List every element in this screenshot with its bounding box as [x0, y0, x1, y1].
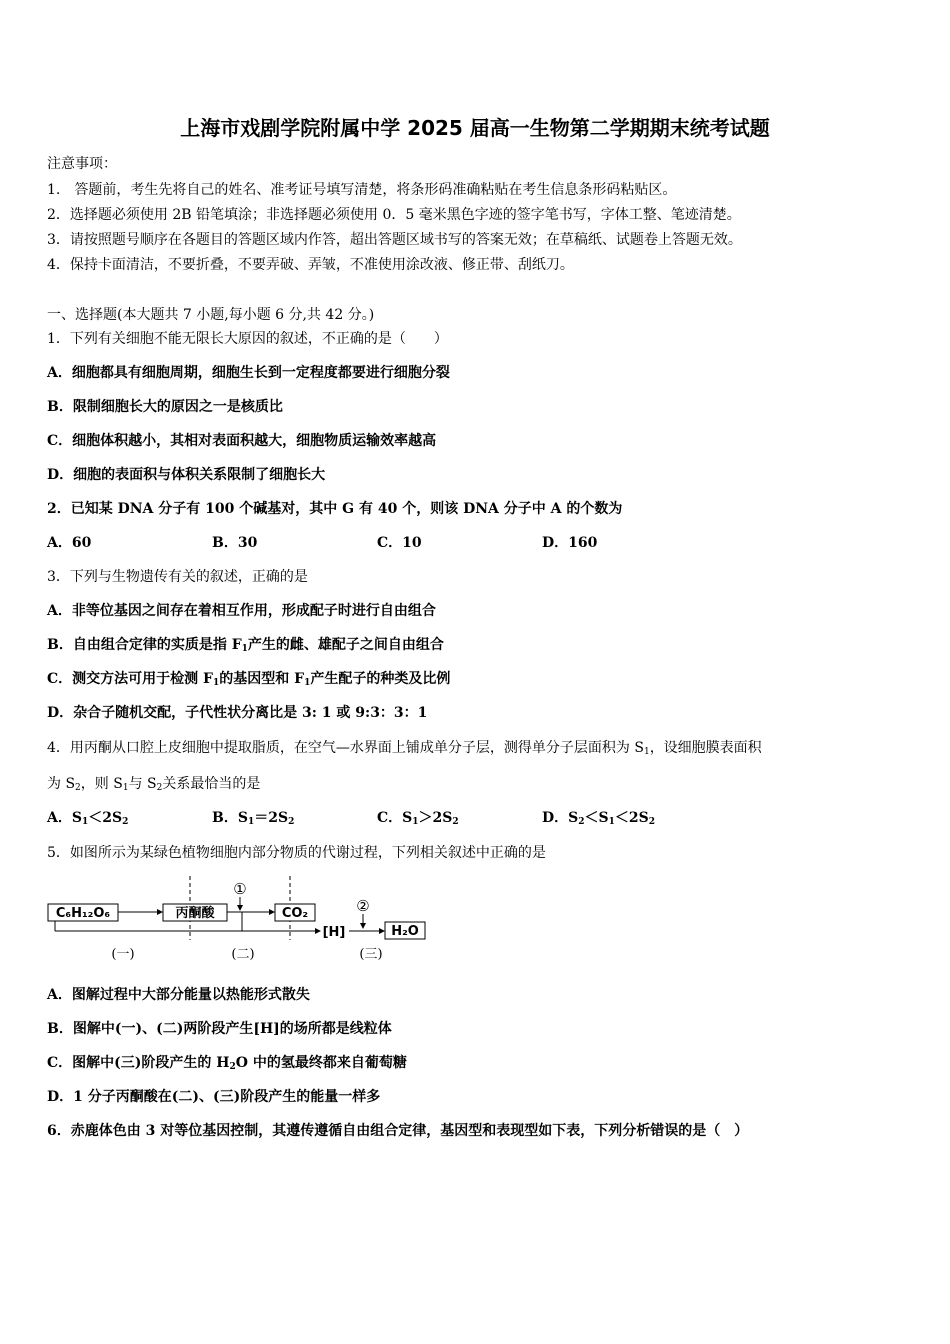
q4-s2-c: 与 S — [128, 776, 157, 792]
marker-1-arrow-head — [237, 905, 243, 911]
metabolism-diagram — [47, 874, 437, 966]
question-4-options — [47, 807, 707, 827]
q4-s1-sub: 1 — [643, 747, 650, 757]
question-1-option-a[interactable]: A．细胞都具有细胞周期，细胞生长到一定程度都要进行细胞分裂 — [47, 365, 450, 381]
question-4-option-d[interactable] — [542, 807, 707, 827]
question-5-option-a[interactable]: A．图解过程中大部分能量以热能形式散失 — [47, 987, 310, 1003]
marker-1: ① — [233, 880, 247, 898]
notice-item-2: 2．选择题必须使用 2B 铅笔填涂；非选择题必须使用 0．5 毫米黑色字迹的签字笔书写，字体工整、笔迹清楚。 — [47, 207, 741, 223]
question-3-stem: 3．下列与生物遗传有关的叙述，正确的是 — [47, 569, 308, 585]
question-5-option-d[interactable]: D．1 分子丙酮酸在(二)、(三)阶段产生的能量一样多 — [47, 1089, 381, 1105]
question-1-option-c[interactable]: C．细胞体积越小，其相对表面积越大，细胞物质运输效率越高 — [47, 433, 437, 449]
q4b-s1: 1 — [247, 817, 255, 827]
q3c-pre: C．测交方法可用于检测 F — [47, 671, 213, 687]
q4-s1-post: ，设细胞膜表面积 — [649, 740, 762, 756]
q4-s1-pre: 4．用丙酮从口腔上皮细胞中提取脂质，在空气—水界面上铺成单分子层，测得单分子层面积为 S — [47, 740, 644, 756]
arrow-3-head — [379, 928, 385, 934]
question-6-stem: 6．赤鹿体色由 3 对等位基因控制，其遵传遵循自由组合定律，基因型和表现型如下表，下列分析错误的是（ ） — [47, 1123, 749, 1139]
water-label: H₂O — [391, 924, 419, 939]
q4c-s1: 1 — [412, 817, 419, 827]
question-3-option-c[interactable] — [47, 668, 450, 688]
pyruvate-label: 丙酮酸 — [175, 906, 215, 921]
question-2-option-d[interactable]: D．160 — [542, 535, 598, 551]
q3c-mid: 的基因型和 F — [219, 671, 305, 687]
question-3-option-a[interactable]: A．非等位基因之间存在着相互作用，形成配子时进行自由组合 — [47, 603, 436, 619]
notice-item-1: 1. 答题前，考生先将自己的姓名、准考证号填写清楚，将条形码准确粘贴在考生信息条形码粘贴区。 — [47, 182, 677, 198]
arrow-1-head — [157, 909, 163, 915]
q4a-mid: ＜2S — [88, 810, 123, 826]
q4c-s2: 2 — [452, 817, 459, 827]
q5c-post: O 中的氢最终都来自葡萄糖 — [235, 1055, 407, 1071]
q4-s2-b: ，则 S — [80, 776, 123, 792]
question-2-option-b[interactable]: B．30 — [212, 535, 258, 551]
stage-2-label: (二) — [231, 947, 255, 962]
q4-s2-sub2: 1 — [122, 783, 129, 793]
q3b-sub: 1 — [241, 644, 248, 654]
q4-s2-d: 关系最恰当的是 — [162, 776, 261, 792]
q4c-pre: C．S — [377, 810, 413, 826]
h-arrow-head — [315, 928, 321, 934]
q4-s2-sub3: 2 — [156, 783, 163, 793]
marker-2: ② — [356, 897, 370, 915]
question-4-option-c[interactable] — [377, 807, 542, 827]
notice-item-3: 3．请按照题号顺序在各题目的答题区域内作答，超出答题区域书写的答案无效；在草稿纸、试题卷上答题无效。 — [47, 232, 742, 248]
q5c-sub: 2 — [229, 1062, 236, 1072]
q4a-pre: A．S — [47, 810, 82, 826]
question-2-stem: 2．已知某 DNA 分子有 100 个碱基对，其中 G 有 40 个，则该 DNA 分子中 A 的个数为 — [47, 501, 623, 517]
q4a-s2: 2 — [122, 817, 129, 827]
q3b-post: 产生的雌、雄配子之间自由组合 — [247, 637, 444, 653]
q4a-s1: 1 — [81, 817, 89, 827]
stage-1-label: (一) — [111, 947, 135, 962]
question-1-option-d[interactable]: D．细胞的表面积与体积关系限制了细胞长大 — [47, 467, 326, 483]
q4b-mid: ＝2S — [254, 810, 289, 826]
question-1-option-b[interactable]: B．限制细胞长大的原因之一是核质比 — [47, 399, 283, 415]
q4-s2-sub1: 2 — [75, 783, 81, 793]
page-title: 上海市戏剧学院附属中学 2025 届高一生物第二学期期末统考试题 — [180, 116, 770, 140]
arrow-2-head — [269, 909, 275, 915]
q5c-pre: C．图解中(三)阶段产生的 H — [47, 1055, 230, 1071]
q3c-sub2: 1 — [304, 678, 311, 688]
question-2-options — [47, 532, 707, 552]
q4d-s1: 2 — [578, 817, 585, 827]
co2-label: CO₂ — [281, 906, 309, 921]
notice-item-4: 4．保持卡面清洁，不要折叠，不要弄破、弄皱，不准使用涂改液、修正带、刮纸刀。 — [47, 257, 574, 273]
question-5-option-c[interactable] — [47, 1052, 407, 1072]
q3c-post: 产生配子的种类及比例 — [310, 671, 451, 687]
section-heading: 一、选择题(本大题共 7 小题,每小题 6 分,共 42 分。) — [47, 307, 375, 323]
q4b-s2: 2 — [288, 817, 295, 827]
q4-s2-a: 为 S — [47, 776, 76, 792]
notice-heading: 注意事项： — [47, 156, 117, 172]
q4b-pre: B．S — [212, 810, 248, 826]
glucose-label: C₆H₁₂O₆ — [55, 906, 111, 921]
q3c-sub1: 1 — [212, 678, 220, 688]
question-2-option-c[interactable]: C．10 — [377, 535, 422, 551]
q4d-mid2: ＜2S — [614, 810, 649, 826]
question-3-option-b[interactable] — [47, 634, 444, 654]
question-4-stem-line1 — [47, 737, 762, 757]
question-5-stem: 5．如图所示为某绿色植物细胞内部分物质的代谢过程，下列相关叙述中正确的是 — [47, 845, 546, 861]
question-4-option-a[interactable] — [47, 807, 212, 827]
q4d-mid: ＜S — [584, 810, 609, 826]
question-1-stem: 1．下列有关细胞不能无限长大原因的叙述，不正确的是（ ） — [47, 331, 448, 347]
h-label: [H] — [322, 925, 346, 940]
question-4-stem-line2 — [47, 773, 260, 793]
q4d-s2: 1 — [608, 817, 615, 827]
question-5-option-b[interactable]: B．图解中(一)、(二)两阶段产生[H]的场所都是线粒体 — [47, 1021, 392, 1037]
question-4-option-b[interactable] — [212, 807, 377, 827]
question-2-option-a[interactable]: A．60 — [47, 535, 92, 551]
q4d-s3: 2 — [648, 817, 656, 827]
stage-3-label: (三) — [359, 947, 383, 962]
question-3-option-d[interactable]: D．杂合子随机交配，子代性状分离比是 3: 1 或 9:3：3：1 — [47, 705, 428, 721]
marker-2-arrow-head — [360, 923, 366, 929]
q4d-pre: D．S — [542, 810, 579, 826]
q3b-pre: B．自由组合定律的实质是指 F — [47, 637, 242, 653]
q4c-mid: ＞2S — [418, 810, 453, 826]
